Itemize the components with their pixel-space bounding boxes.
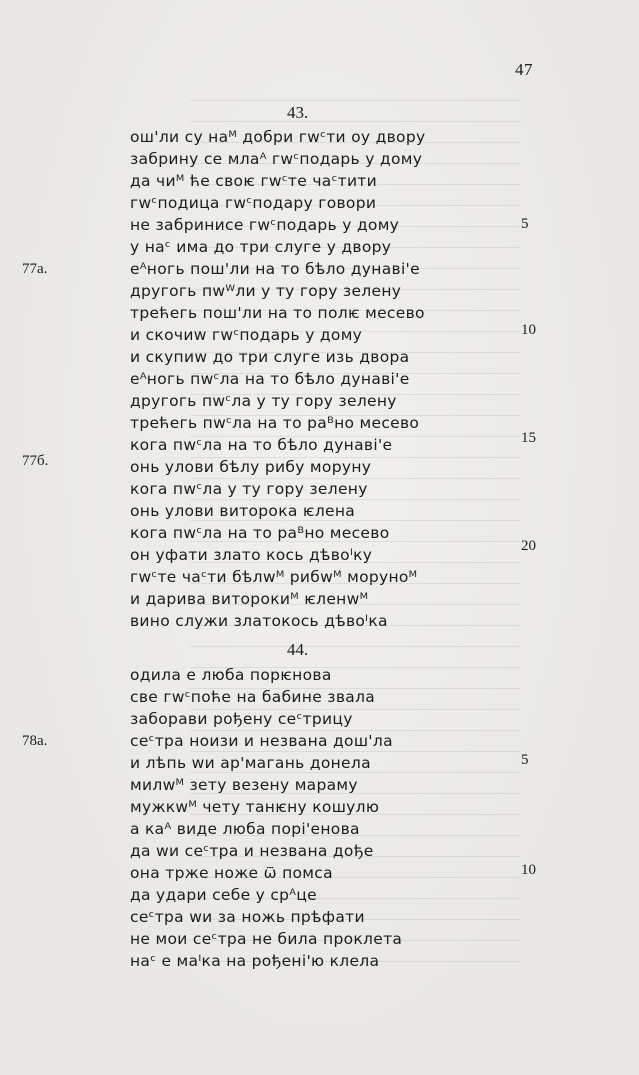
poem-number: 44. bbox=[287, 640, 309, 659]
poem-line: кога пwᶜла на то раᴮно месево bbox=[130, 524, 390, 542]
line-number: 10 bbox=[521, 322, 536, 338]
poem-line: еᴬногь пwᶜла на то бѣло дунаві'е bbox=[130, 370, 410, 388]
poem-line: сеᶜтра нoизи и незвана дош'ла bbox=[130, 732, 393, 750]
page-number: 47 bbox=[515, 60, 533, 79]
poem-line: трећегь пwᶜла на то раᴮно месево bbox=[130, 414, 420, 432]
poem-line: све гwᶜпоће на бабине звала bbox=[130, 688, 376, 706]
poem-line: гwᶜте чаᶜти бѣлwᴹ рибwᴹ моруноᴹ bbox=[130, 568, 418, 586]
poem-line: у наᶜ има до три слуге у двору bbox=[130, 238, 392, 256]
poem-line: не забринисе гwᶜподарь у дому bbox=[130, 216, 400, 234]
line-number: 5 bbox=[521, 216, 529, 232]
line-number: 10 bbox=[521, 862, 536, 878]
poem-number: 43. bbox=[287, 103, 309, 122]
poem-line: кога пwᶜла у ту гору зелену bbox=[130, 480, 368, 498]
poem-line: вино служи златокось дѣвоᴵка bbox=[130, 612, 388, 630]
poem-line: кога пwᶜла на то бѣло дунаві'е bbox=[130, 436, 393, 454]
poem-line: онь улови витoрока ѥлена bbox=[130, 502, 356, 520]
poem-line: да удари себе у срᴬце bbox=[130, 886, 317, 904]
line-number: 5 bbox=[521, 752, 529, 768]
poem-line: мужкwᴹ чету танѥну кошулю bbox=[130, 798, 380, 816]
poem-line: заборави рођену сеᶜтрицу bbox=[130, 710, 353, 728]
poem-line: и лѣпь wи ар'магань донела bbox=[130, 754, 371, 772]
poem-line: и дарива витoрокиᴹ ѥленwᴹ bbox=[130, 590, 369, 608]
folio-note: 78а. bbox=[22, 733, 48, 749]
poem-line: он уфати злато кось дѣвоᴵку bbox=[130, 546, 373, 564]
line-number: 20 bbox=[521, 538, 536, 554]
line-number: 15 bbox=[521, 430, 536, 446]
poem-line: сеᶜтра wи за ножь прѣфати bbox=[130, 908, 365, 926]
poem-line: гwᶜподица гwᶜподару говори bbox=[130, 194, 377, 212]
poem-line: да wи сеᶜтра и незвана дође bbox=[130, 842, 374, 860]
poem-line: еᴬногь пош'ли на то бѣло дунаві'е bbox=[130, 260, 420, 278]
poem-line: а каᴬ виде люба порі'енова bbox=[130, 820, 360, 838]
poem-line: одила е люба порѥнова bbox=[130, 666, 332, 684]
poem-line: забрину се млаᴬ гwᶜподарь у дому bbox=[130, 150, 423, 168]
poem-line: трећегь пош'ли на то полѥ месево bbox=[130, 304, 425, 322]
poem-line: и скупиw до три слуге изь двора bbox=[130, 348, 410, 366]
poem-line: онь улови бѣлу рибу моруну bbox=[130, 458, 372, 476]
folio-note: 77а. bbox=[22, 261, 48, 277]
poem-line: ош'ли су наᴹ добри гwᶜти оу двору bbox=[130, 128, 426, 146]
poem-line: другогь пwᶜла у ту гору зелену bbox=[130, 392, 397, 410]
poem-line: она трже ноже ѿ помса bbox=[130, 864, 333, 882]
poem-line: другогь пwᵂли у ту гору зелену bbox=[130, 282, 402, 300]
poem-line: да чиᴹ ће своѥ гwᶜте чаᶜтити bbox=[130, 172, 378, 190]
poem-line: милwᴹ зету везену мараму bbox=[130, 776, 358, 794]
poem-line: и скочиw гwᶜподарь у дому bbox=[130, 326, 363, 344]
poem-line: наᶜ е маᴵка на рођені'ю клела bbox=[130, 952, 380, 970]
folio-note: 77б. bbox=[22, 453, 49, 469]
poem-line: не мои сеᶜтра не била проклета bbox=[130, 930, 403, 948]
